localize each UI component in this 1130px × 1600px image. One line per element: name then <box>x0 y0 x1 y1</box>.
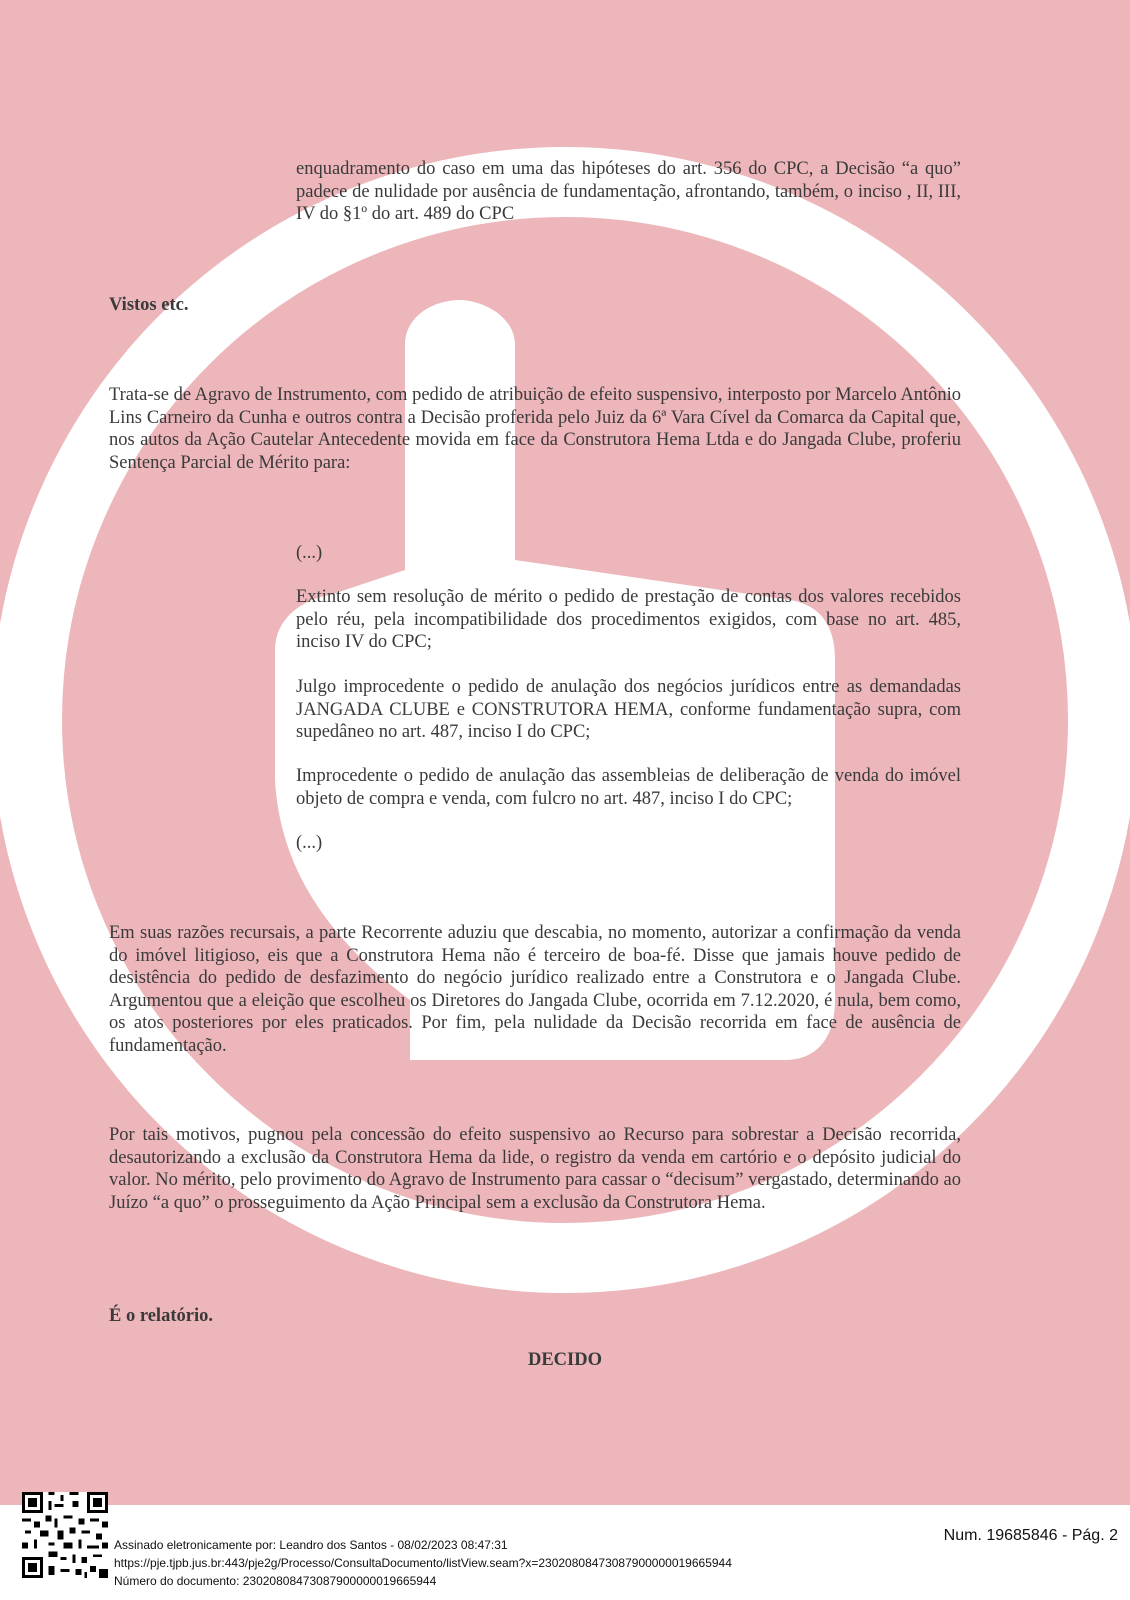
quote-item-2: Julgo improcedente o pedido de anulação dos negócios jurídicos entre as demandadas JANGADA CLUBE e CONSTRUTORA HEMA, conforme fundamentação supra, com supedâneo no art. 487, inciso I do CPC; <box>296 677 961 743</box>
decido-heading: DECIDO <box>527 1350 602 1370</box>
relatorio-heading: É o relatório. <box>109 1306 213 1326</box>
document-number: Número do documento: 23020808473087900000019665944 <box>114 1574 437 1588</box>
quote-ellipsis-start: (...) <box>296 543 323 563</box>
signed-by-text: Assinado eletronicamente por: Leandro dos Santos - 08/02/2023 08:47:31 <box>114 1538 508 1552</box>
paragraph-3: Por tais motivos, pugnou pela concessão do efeito suspensivo ao Recurso para sobrestar a Decisão recorrida, desautorizando a exclusão da Construtora Hema da lide, o registro da venda em cartório e o depósito judicial do valor. No mérito, pelo provimento do Agravo de Instrumento para cassar o “decisum” vergastado, determinando ao Juízo “a quo” o prosseguimento da Ação Principal sem a exclusão da Construtora Hema. <box>109 1125 961 1213</box>
page-number: Num. 19685846 - Pág. 2 <box>943 1527 1118 1544</box>
quote-item-1: Extinto sem resolução de mérito o pedido de prestação de contas dos valores recebidos pelo réu, pela incompatibilidade dos procedimentos exigidos, com base no art. 485, inciso IV do CPC; <box>296 587 961 653</box>
intro-continuation: enquadramento do caso em uma das hipóteses do art. 356 do CPC, a Decisão “a quo” padece de nulidade por ausência de fundamentação, afrontando, também, o inciso , II, III, IV do §1º do art. 489 do CPC <box>296 159 961 225</box>
quote-ellipsis-end: (...) <box>296 833 323 853</box>
qr-code-icon <box>22 1492 108 1578</box>
quote-item-3: Improcedente o pedido de anulação das assembleias de deliberação de venda do imóvel objeto de compra e venda, com fulcro no art. 487, inciso I do CPC; <box>296 766 961 809</box>
document-url[interactable]: https://pje.tjpb.jus.br:443/pje2g/Processo/ConsultaDocumento/listView.seam?x=23020808473087900000019665944 <box>114 1556 732 1570</box>
paragraph-2: Em suas razões recursais, a parte Recorrente aduziu que descabia, no momento, autorizar a confirmação da venda do imóvel litigioso, eis que a Construtora Hema não é terceiro de boa-fé. Disse que jamais houve pedido de desistência do pedido de desfazimento do negócio jurídico realizado entre a Construtora e o Jangada Clube. Argumentou que a eleição que escolheu os Diretores do Jangada Clube, ocorrida em 7.12.2020, é nula, bem como, os atos posteriores por eles praticados. Por fim, pela nulidade da Decisão recorrida em face de ausência de fundamentação. <box>109 923 961 1056</box>
vistos-heading: Vistos etc. <box>109 295 189 315</box>
paragraph-1: Trata-se de Agravo de Instrumento, com pedido de atribuição de efeito suspensivo, interposto por Marcelo Antônio Lins Carneiro da Cunha e outros contra a Decisão proferida pelo Juiz da 6ª Vara Cível da Comarca da Capital que, nos autos da Ação Cautelar Antecedente movida em face da Construtora Hema Ltda e do Jangada Clube, proferiu Sentença Parcial de Mérito para: <box>109 385 961 473</box>
